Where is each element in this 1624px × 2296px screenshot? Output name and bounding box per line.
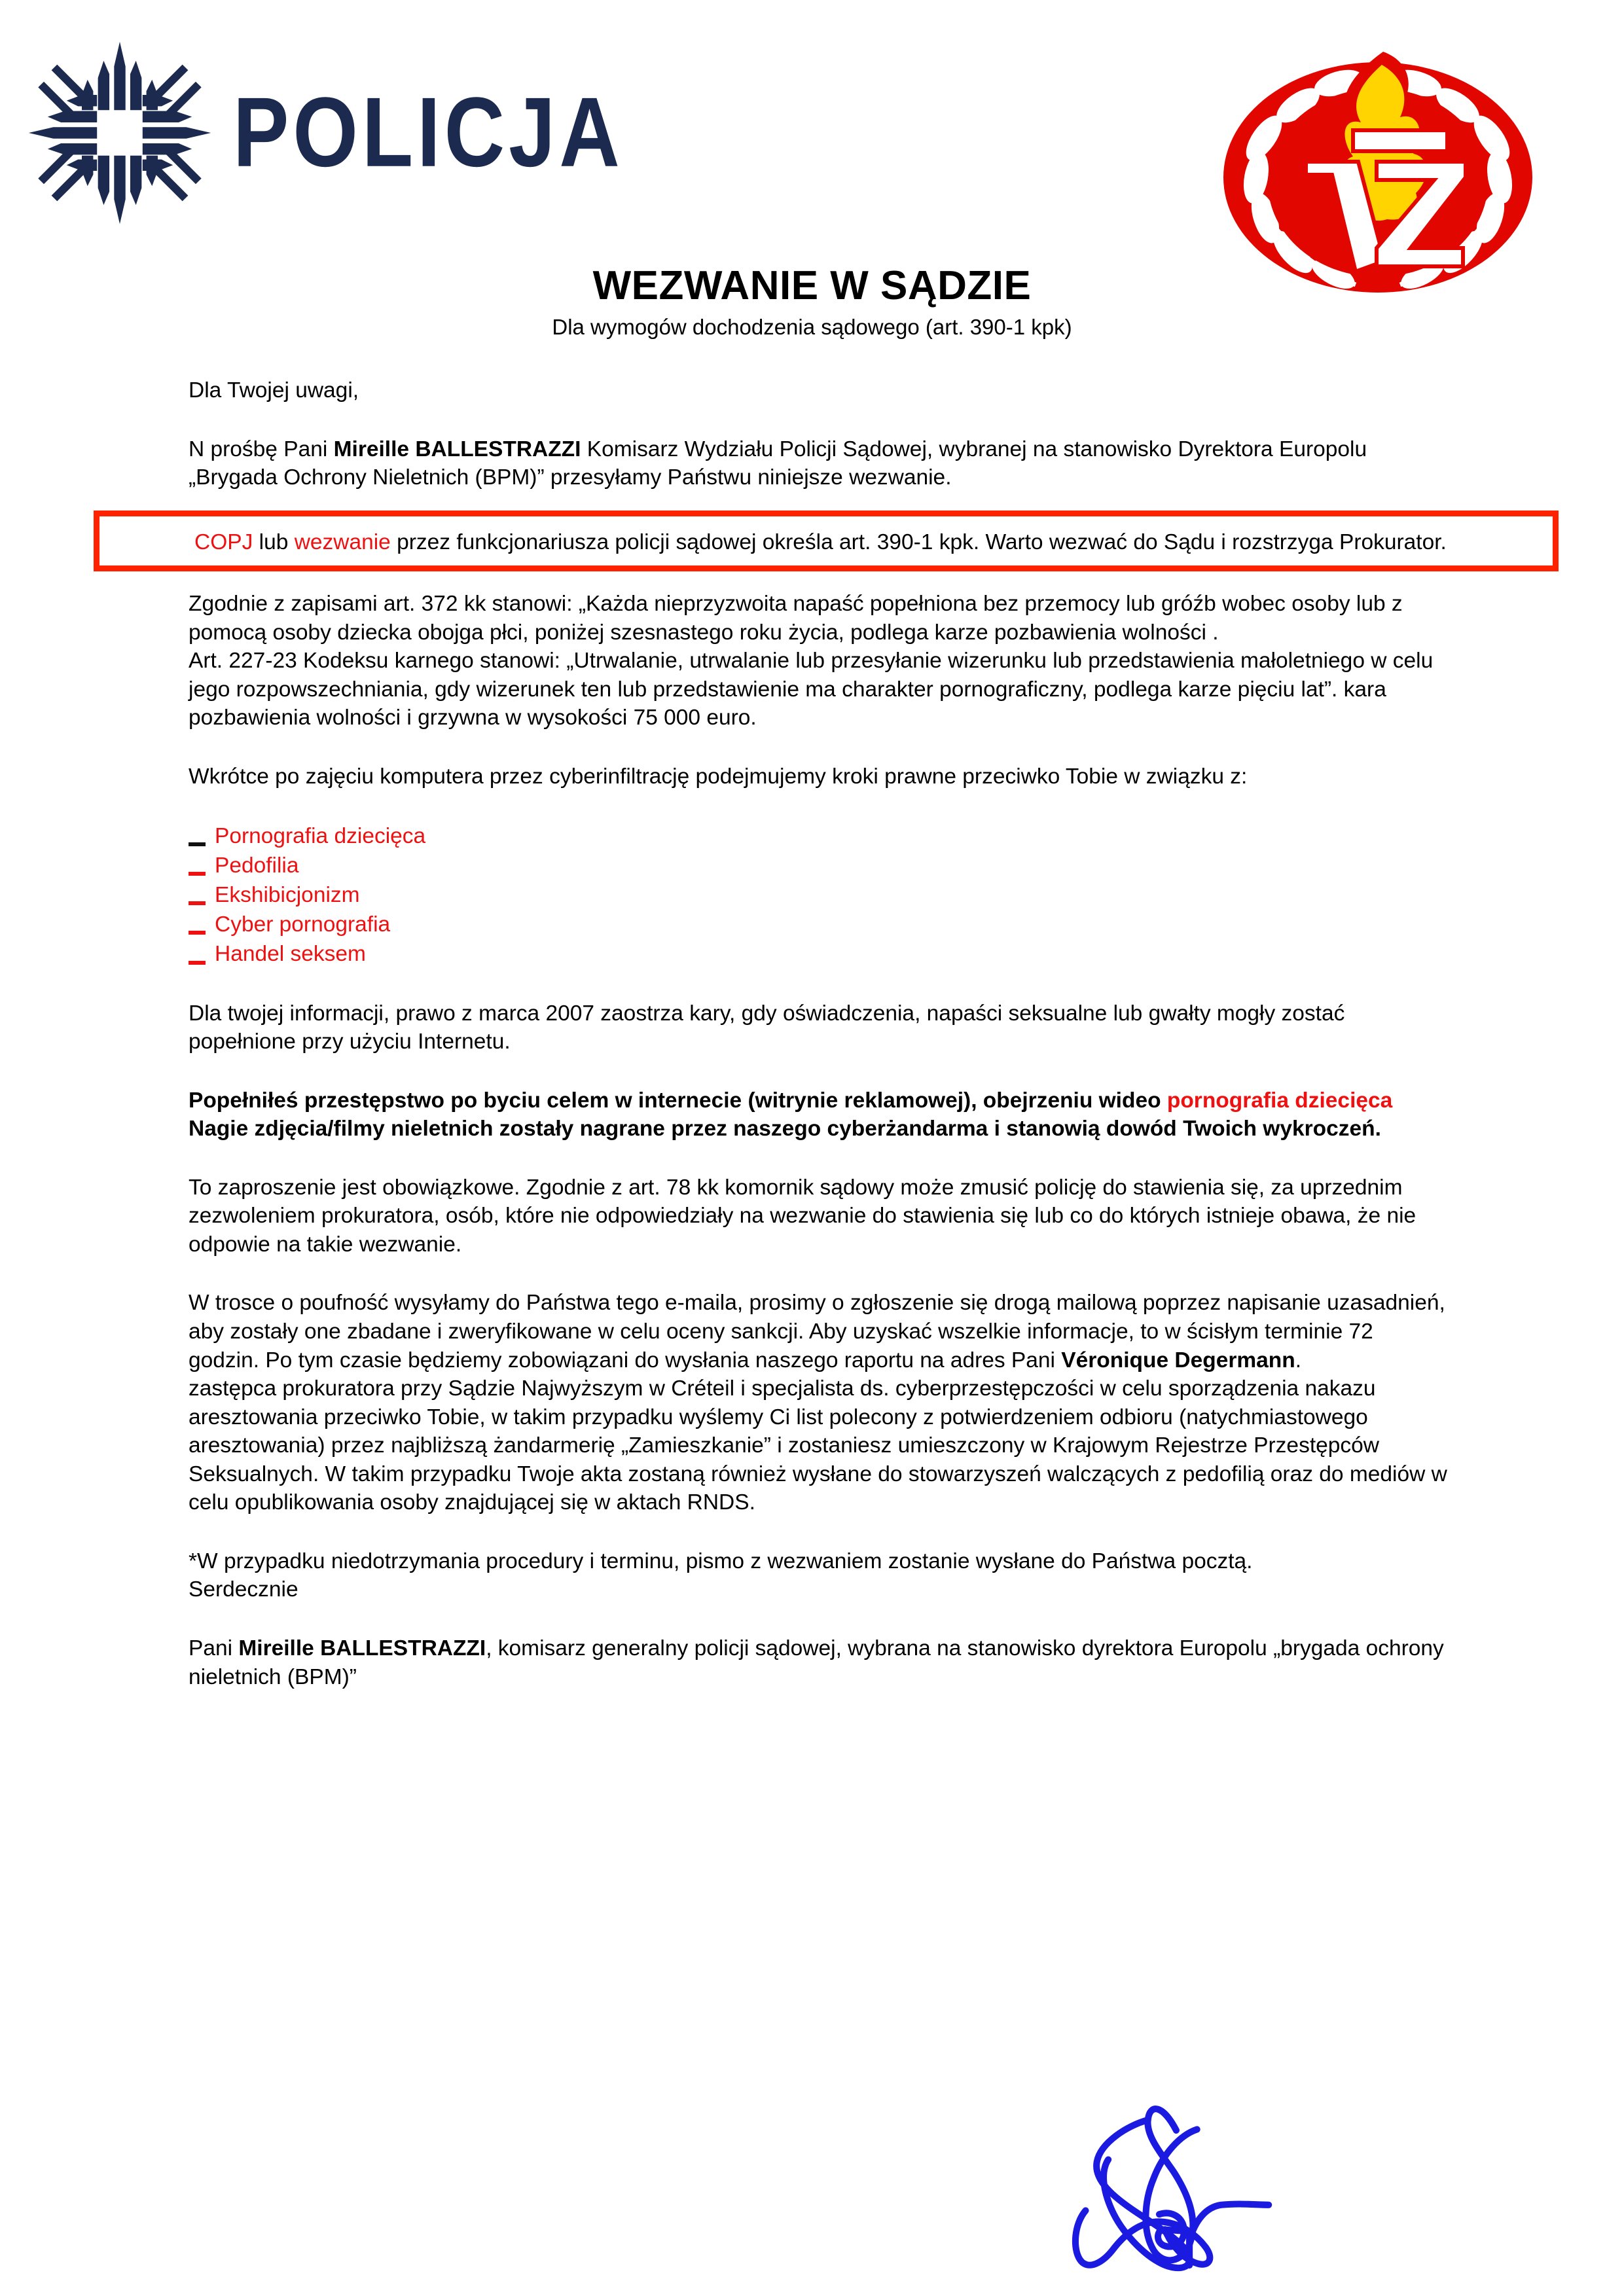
sign-suffix: , komisarz generalny policji sądowej, wybrana na stanowisko dyrektora Europolu „brygada ochrony nieletnich (BPM)” (189, 1636, 1444, 1689)
policja-star-icon (25, 38, 215, 228)
charges-list (189, 821, 1449, 969)
copj-label: COPJ (194, 529, 253, 554)
dash-icon (189, 842, 206, 846)
redbox-rest: przez funkcjonariusza policji sądowej określa art. 390-1 kpk. Warto wezwać do Sądu i rozstrzyga Prokurator. (390, 529, 1447, 554)
redbox-lub: lub (253, 529, 295, 554)
seizure-paragraph: Wkrótce po zajęciu komputera przez cyberinfiltrację podejmujemy kroki prawne przeciwko Tobie w związku z: (189, 764, 1248, 789)
info-2007-paragraph: Dla twojej informacji, prawo z marca 2007 zaostrza kary, gdy oświadczenia, napaści seksualne lub gwałty mogły zostać popełnione przy użyciu Internetu. (189, 1001, 1345, 1054)
intro-text-1: N prośbę Pani (189, 437, 334, 461)
charge-label: Pedofilia (215, 853, 299, 878)
page-title: WEZWANIE W SĄDZIE (592, 263, 1032, 308)
document-body (0, 340, 1624, 1691)
policja-wordmark: POLICJA (233, 77, 624, 188)
document-header (0, 0, 1624, 262)
list-item (189, 910, 1449, 939)
flame-wreath-emblem-icon (1212, 36, 1545, 298)
policja-logo (25, 38, 624, 228)
redbox-paragraph (194, 528, 1553, 557)
confidentiality-paragraph-1 (189, 1289, 1449, 1374)
law-227-paragraph: Art. 227-23 Kodeksu karnego stanowi: „Utrwalanie, utrwalanie lub przesyłanie wizerunku lub przedstawienia małoletniego w celu jego rozpowszechniania, gdy wizerunek ten lub przedstawienie ma charakter pornograficzny, podlega karze pięciu lat”. kara pozbawienia wolności i grzywna w wysokości 75 000 euro. (189, 649, 1434, 730)
charge-label: Pornografia dziecięca (215, 823, 426, 848)
charge-label: Handel seksem (215, 942, 366, 967)
dash-icon (189, 901, 206, 905)
sign-name: Mireille BALLESTRAZZI (238, 1636, 486, 1660)
accusation-paragraph (189, 1086, 1449, 1143)
page-subtitle: Dla wymogów dochodzenia sądowego (art. 390-1 kpk) (552, 315, 1072, 340)
list-item (189, 880, 1449, 910)
accusation-highlight: pornografia dziecięca (1166, 1088, 1393, 1113)
dash-icon (189, 961, 206, 965)
highlighted-notice-box (94, 511, 1559, 572)
mandatory-paragraph: To zaproszenie jest obowiązkowe. Zgodnie z art. 78 kk komornik sądowy może zmusić policję do stawienia się, za uprzednim zezwoleniem prokuratora, osób, które nie odpowiedziały na wezwanie do stawienia się lub co do których istnieje obawa, że nie odpowie na takie wezwanie. (189, 1175, 1416, 1257)
salutation: Dla Twojej uwagi, (189, 378, 359, 403)
charge-label: Ekshibicjonizm (215, 883, 360, 907)
list-item (189, 821, 1449, 851)
closing-line: Serdecznie (189, 1577, 298, 1602)
intro-commissioner-name: Mireille BALLESTRAZZI (333, 437, 581, 461)
dash-icon (189, 872, 206, 876)
list-item (189, 851, 1449, 880)
charge-label: Cyber pornografia (215, 912, 391, 937)
sign-prefix: Pani (189, 1636, 239, 1660)
confidentiality-text-1: W trosce o poufność wysyłamy do Państwa tego e-maila, prosimy o zgłoszenie się drogą mailową poprzez napisanie uzasadnień, aby zostały one zbadane i zweryfikowane w celu oceny sankcji. Aby uzyskać wszelkie informacje, to w ścisłym terminie 72 godzin. Po tym czasie będziemy zobowiązani do wysłania naszego raportu na adres Pani (189, 1291, 1445, 1372)
law-372-paragraph: Zgodnie z zapisami art. 372 kk stanowi: „Każda nieprzyzwoita napaść popełniona bez przemocy lub gróźb wobec osoby lub z pomocą osoby dziecka obojga płci, poniżej szesnastego roku życia, podlega karze pozbawienia wolności . (189, 592, 1403, 645)
intro-text-2: Komisarz Wydziału Policji Sądowej, wybranej na stanowisko Dyrektora Europolu „Brygada Ochrony Nieletnich (BPM)” przesyłamy Państwu niniejsze wezwanie. (189, 437, 1367, 490)
dash-icon (189, 931, 206, 935)
footnote-paragraph: *W przypadku niedotrzymania procedury i terminu, pismo z wezwaniem zostanie wysłane do Państwa pocztą. (189, 1549, 1253, 1573)
accusation-text-1: Popełniłeś przestępstwo po byciu celem w internecie (witrynie reklamowej), obejrzeniu wideo (189, 1088, 1167, 1113)
confidentiality-dot: . (1295, 1348, 1302, 1372)
handwritten-signature-icon (1021, 2088, 1362, 2291)
confidentiality-paragraph-2: zastępca prokuratora przy Sądzie Najwyższym w Créteil i specjalista ds. cyberprzestępczości w celu sporządzenia nakazu aresztowania przeciwko Tobie, w takim przypadku wyślemy Ci list polecony z potwierdzeniem odbioru (natychmiastowego aresztowania) przez najbliższą żandarmerię „Zamieszkanie” i zostaniesz umieszczony w Krajowym Rejestrze Przestępców Seksualnych. W takim przypadku Twoje akta zostaną również wysłane do stowarzyszeń walczących z pedofilią oraz do mediów w celu opublikowania osoby znajdującej się w aktach RNDS. (189, 1376, 1447, 1515)
intro-paragraph (189, 435, 1449, 492)
wezwanie-label: wezwanie (294, 529, 391, 554)
accusation-text-2: Nagie zdjęcia/filmy nieletnich zostały nagrane przez naszego cyberżandarma i stanowią dowód Twoich wykroczeń. (189, 1117, 1381, 1141)
signature-block-text (189, 1634, 1449, 1691)
list-item (189, 939, 1449, 969)
prosecutor-name: Véronique Degermann (1061, 1348, 1295, 1372)
